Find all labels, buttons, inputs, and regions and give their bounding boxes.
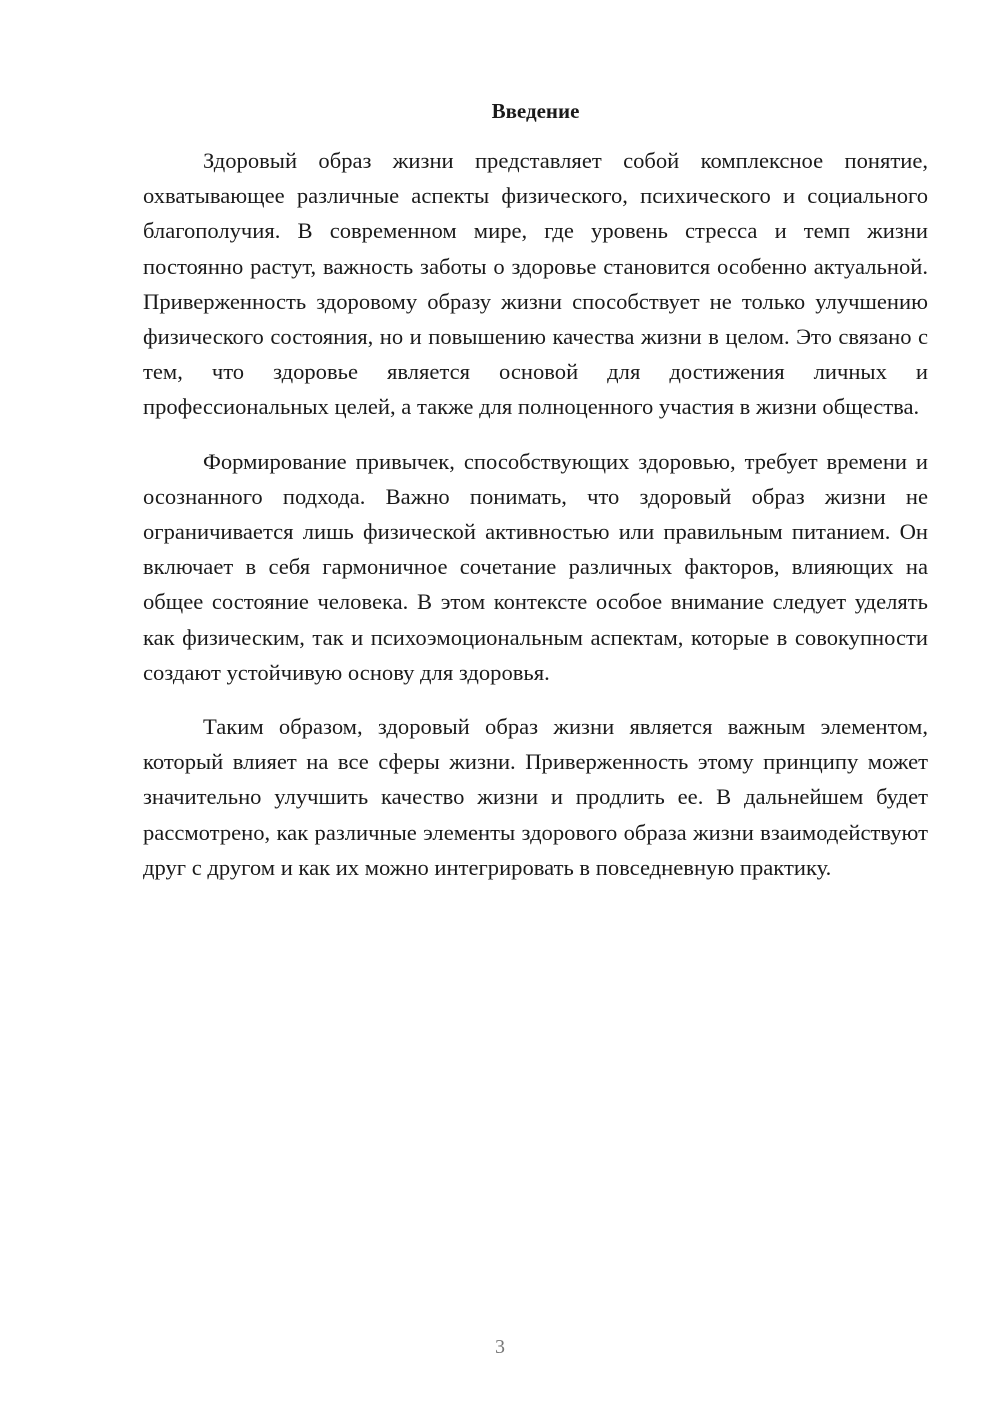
paragraph-3: Таким образом, здоровый образ жизни является важным элементом, который влияет на все сферы жизни. Приверженность этому принципу может значительно улучшить качество жизни и продлить ее. В дальнейшем будет рассмотрено, как различные элементы здорового образа жизни взаимодействуют друг с другом и как их можно интегрировать в повседневную практику. [143,714,928,880]
section-heading: Введение [491,99,580,123]
page-number: 3 [495,1336,505,1358]
paragraph-1: Здоровый образ жизни представляет собой комплексное понятие, охватывающее различные аспекты физического, психического и социального благополучия. В современном мире, где уровень стресса и темп жизни постоянно растут, важность заботы о здоровье становится особенно актуальной. Приверженность здоровому образу жизни способствует не только улучшению физического состояния, но и повышению качества жизни в целом. Это связано с тем, что здоровье является основой для достижения личных и профессиональных целей, а также для полноценного участия в жизни общества. [143,148,928,420]
paragraph-2: Формирование привычек, способствующих здоровью, требует времени и осознанного подхода. Важно понимать, что здоровый образ жизни не ограничивается лишь физической активностью или правильным питанием. Он включает в себя гармоничное сочетание различных факторов, влияющих на общее состояние человека. В этом контексте особое внимание следует уделять как физическим, так и психоэмоциональным аспектам, которые в совокупности создают устойчивую основу для здоровья. [143,448,928,685]
body-text [143,143,928,885]
